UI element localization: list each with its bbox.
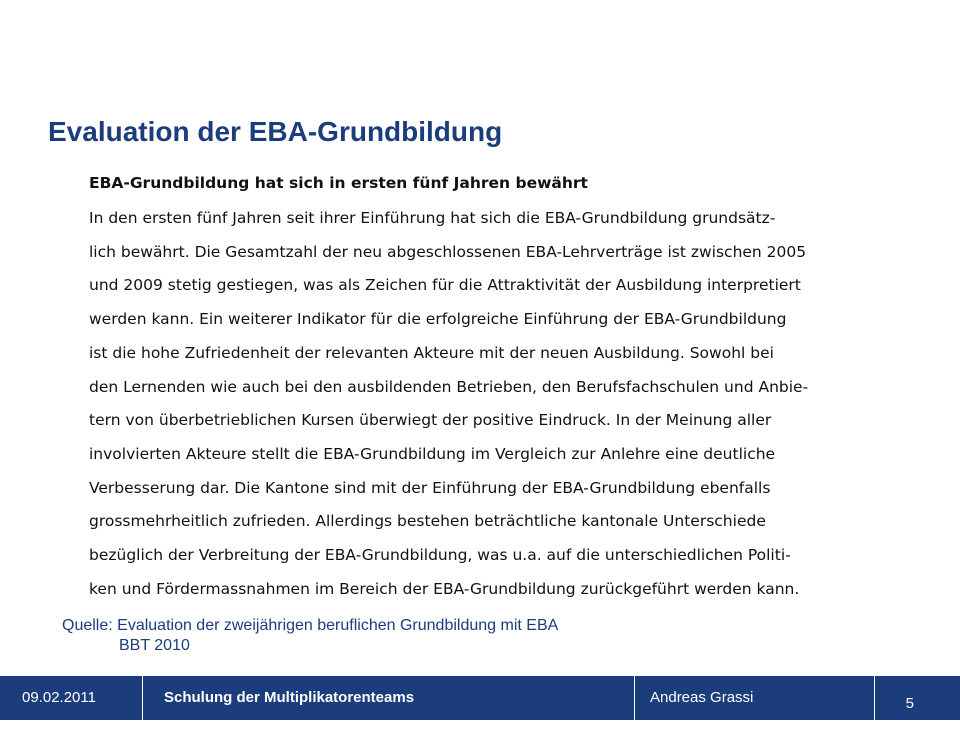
excerpt-line: und 2009 stetig gestiegen, was als Zeichen für die Attraktivität der Ausbildung interpretiert [89,276,801,295]
footer-course-title: Schulung der Multiplikatorenteams [164,689,415,706]
footer-author: Andreas Grassi [650,689,754,706]
footer-divider [874,676,875,720]
source-citation [62,616,558,656]
document-excerpt [89,170,869,606]
excerpt-line: ist die hohe Zufriedenheit der relevanten Akteure mit der neuen Ausbildung. Sowohl bei [89,343,774,362]
excerpt-line: ken und Fördermassnahmen im Bereich der EBA-Grundbildung zurückgeführt werden kann. [89,579,800,598]
excerpt-line: involvierten Akteure stellt die EBA-Grundbildung im Vergleich zur Anlehre eine deutliche [89,444,776,463]
source-line-1: Quelle: Evaluation der zweijährigen beruflichen Grundbildung mit EBA [62,617,559,634]
excerpt-line: lich bewährt. Die Gesamtzahl der neu abgeschlossenen EBA-Lehrverträge ist zwischen 2005 [89,242,807,261]
excerpt-line: werden kann. Ein weiterer Indikator für die erfolgreiche Einführung der EBA-Grundbildung [89,310,787,329]
excerpt-line: den Lernenden wie auch bei den ausbildenden Betrieben, den Berufsfachschulen und Anbie- [89,377,809,396]
footer-divider [634,676,635,720]
footer-bar [0,676,960,720]
source-line-2: BBT 2010 [119,637,190,654]
excerpt-body [89,202,869,606]
footer-divider [142,676,143,720]
excerpt-heading: EBA-Grundbildung hat sich in ersten fünf Jahren bewährt [89,174,588,192]
excerpt-line: tern von überbetrieblichen Kursen überwiegt der positive Eindruck. In der Meinung aller [89,411,772,430]
excerpt-line: bezüglich der Verbreitung der EBA-Grundbildung, was u.a. auf die unterschiedlichen Politi- [89,546,791,565]
excerpt-line: Verbesserung dar. Die Kantone sind mit der Einführung der EBA-Grundbildung ebenfalls [89,478,771,497]
page-number: 5 [905,695,914,712]
excerpt-line: In den ersten fünf Jahren seit ihrer Einführung hat sich die EBA-Grundbildung grundsätz- [89,209,776,227]
excerpt-line: grossmehrheitlich zufrieden. Allerdings bestehen beträchtliche kantonale Unterschiede [89,512,766,531]
footer-date: 09.02.2011 [22,689,96,706]
slide-title: Evaluation der EBA-Grundbildung [48,116,503,147]
